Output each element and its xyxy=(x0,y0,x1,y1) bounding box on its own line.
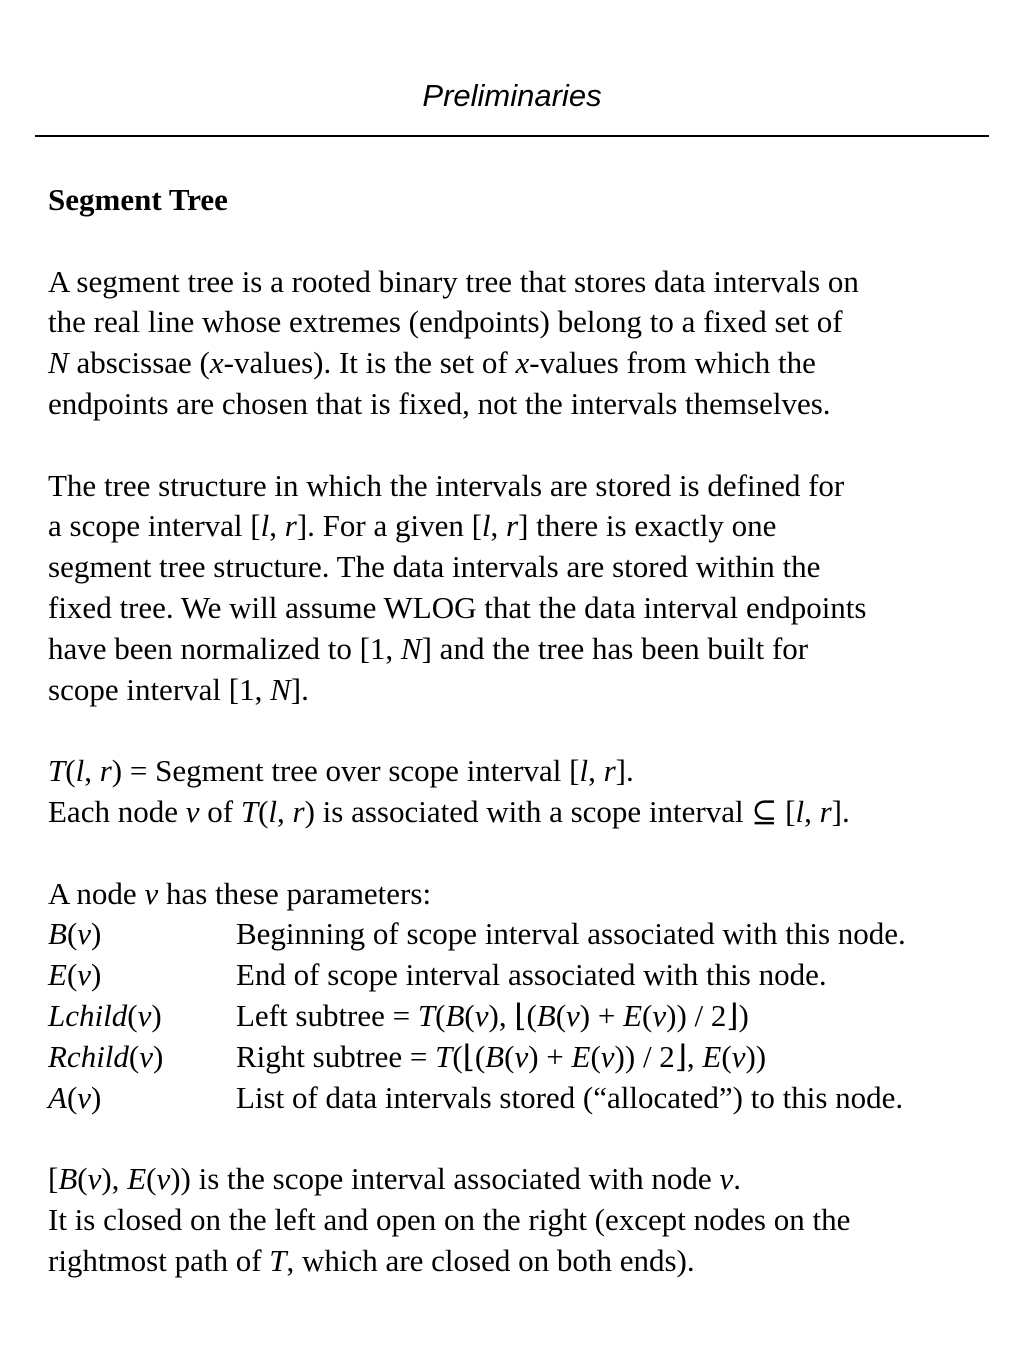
scope-note-paragraph xyxy=(48,1159,1008,1281)
text-span: have been normalized to [1, xyxy=(48,630,401,666)
text-span: ) xyxy=(151,997,162,1033)
math-symbol: v xyxy=(77,916,92,952)
math-symbol: E xyxy=(127,1161,147,1197)
text-line xyxy=(48,629,1008,670)
math-symbol: l xyxy=(260,508,270,544)
text-span: , xyxy=(277,793,293,829)
text-span: ) xyxy=(91,916,102,952)
text-span: ( xyxy=(127,997,138,1033)
math-symbol: v xyxy=(474,997,489,1033)
math-symbol: T xyxy=(240,793,259,829)
text-span: Left subtree = xyxy=(236,997,418,1033)
math-symbol: Lchild xyxy=(48,997,128,1033)
math-symbol: v xyxy=(731,1038,746,1074)
parameter-term xyxy=(48,1037,236,1078)
text-span: ) + xyxy=(528,1038,572,1074)
text-span: ]. xyxy=(615,753,634,789)
text-span: a scope interval [ xyxy=(48,508,261,544)
text-span: ) xyxy=(91,1079,102,1115)
parameter-row-a xyxy=(48,1078,1008,1119)
node-parameters-list xyxy=(48,874,1008,1119)
text-span: ( xyxy=(146,1161,157,1197)
math-symbol: v xyxy=(144,875,159,911)
math-symbol: v xyxy=(156,1161,171,1197)
text-span: ] there is exactly one xyxy=(518,508,777,544)
text-span: -values from which the xyxy=(529,345,816,381)
text-span: ( xyxy=(258,793,269,829)
parameter-row-lchild xyxy=(48,996,1008,1037)
text-span: ]. xyxy=(290,671,309,707)
math-symbol: v xyxy=(87,1161,102,1197)
text-span: scope interval [1, xyxy=(48,671,271,707)
text-span: -values). It is the set of xyxy=(223,345,516,381)
math-symbol: x xyxy=(515,345,530,381)
text-span: ]. For a given [ xyxy=(296,508,482,544)
math-symbol: E xyxy=(623,997,643,1033)
page-header: Preliminaries xyxy=(422,78,602,113)
text-span: ( xyxy=(128,1038,140,1074)
math-symbol: v xyxy=(77,957,92,993)
text-span: ( xyxy=(435,997,446,1033)
math-symbol: r xyxy=(284,508,297,544)
intro-paragraph xyxy=(48,262,1008,425)
math-symbol: A xyxy=(48,1079,67,1115)
math-symbol: v xyxy=(139,1038,154,1074)
parameter-description: List of data intervals stored (“allocated”) to this node. xyxy=(236,1079,904,1115)
parameter-term xyxy=(48,996,236,1037)
definition-paragraph xyxy=(48,751,1008,833)
text-span: ( xyxy=(590,1038,601,1074)
math-symbol: x xyxy=(209,345,224,381)
text-line xyxy=(48,1241,1008,1282)
text-span: ( xyxy=(464,997,475,1033)
math-symbol: v xyxy=(566,997,580,1033)
parameter-description xyxy=(236,1037,766,1078)
math-symbol: E xyxy=(571,1038,591,1074)
parameter-row-e xyxy=(48,955,1008,996)
math-symbol: B xyxy=(48,916,67,952)
floor-left-symbol: ⌊ xyxy=(462,1038,475,1074)
math-symbol: l xyxy=(579,753,589,789)
math-symbol: r xyxy=(292,793,305,829)
text-span: . xyxy=(733,1161,741,1197)
text-span: ( xyxy=(66,1079,78,1115)
text-line: segment tree structure. The data intervals are stored within the xyxy=(48,549,821,585)
math-symbol: v xyxy=(77,1079,92,1115)
text-span: ]. xyxy=(831,793,850,829)
text-line xyxy=(48,1159,1008,1200)
text-span: ) xyxy=(153,1038,164,1074)
text-span: ( xyxy=(642,997,653,1033)
math-symbol: T xyxy=(435,1038,453,1074)
text-span: , xyxy=(84,753,100,789)
math-symbol: r xyxy=(603,753,616,789)
text-span: ) = Segment tree over scope interval [ xyxy=(111,753,580,789)
page-content xyxy=(48,180,1008,1322)
text-span: ( xyxy=(526,997,537,1033)
math-symbol: l xyxy=(75,753,85,789)
text-line xyxy=(48,506,1008,547)
parameter-term xyxy=(48,914,236,955)
math-symbol: T xyxy=(48,753,66,789)
text-span: ) xyxy=(91,957,102,993)
text-span: ( xyxy=(66,957,78,993)
text-span: ( xyxy=(721,1038,732,1074)
parameter-term xyxy=(48,1078,236,1119)
parameter-description: Beginning of scope interval associated with this node. xyxy=(236,916,906,952)
text-span: ), xyxy=(101,1161,128,1197)
math-symbol: B xyxy=(445,997,465,1033)
math-symbol: r xyxy=(506,508,519,544)
math-symbol: N xyxy=(270,671,291,707)
math-symbol: N xyxy=(400,630,422,666)
text-span: ( xyxy=(65,753,76,789)
text-span: has these parameters: xyxy=(158,875,432,911)
text-line: A segment tree is a rooted binary tree that stores data intervals on xyxy=(48,263,859,299)
text-span: [ xyxy=(48,1161,59,1197)
math-symbol: v xyxy=(514,1038,529,1074)
parameter-row-b xyxy=(48,914,1008,955)
math-symbol: v xyxy=(185,793,200,829)
text-span: ] and the tree has been built for xyxy=(421,630,809,666)
text-span: A node xyxy=(48,875,145,911)
text-span: abscissae ( xyxy=(68,345,210,381)
text-line xyxy=(48,874,1008,915)
math-symbol: l xyxy=(795,793,805,829)
text-span: ( xyxy=(504,1038,515,1074)
floor-right-symbol: ⌋ xyxy=(674,1038,687,1074)
math-symbol: E xyxy=(702,1038,722,1074)
text-line: fixed tree. We will assume WLOG that the data interval endpoints xyxy=(48,589,867,625)
text-span: , xyxy=(804,793,820,829)
math-symbol: v xyxy=(137,997,152,1033)
text-span: , which are closed on both ends). xyxy=(286,1242,695,1278)
text-span: of xyxy=(199,793,241,829)
header-divider xyxy=(35,135,989,137)
math-symbol: T xyxy=(417,997,436,1033)
math-symbol: B xyxy=(485,1038,505,1074)
math-symbol: E xyxy=(48,957,67,993)
math-symbol: v xyxy=(719,1161,734,1197)
math-symbol: r xyxy=(99,753,112,789)
text-line: The tree structure in which the intervals are stored is defined for xyxy=(48,467,845,503)
math-symbol: N xyxy=(48,345,69,381)
text-span: )) / 2 xyxy=(614,1038,675,1074)
math-symbol: v xyxy=(652,997,667,1033)
text-line xyxy=(48,751,1008,792)
text-span: ) is associated with a scope interval xyxy=(304,793,752,829)
text-line: endpoints are chosen that is fixed, not the intervals themselves. xyxy=(48,385,831,421)
text-span: ( xyxy=(66,916,78,952)
text-span: ( xyxy=(452,1038,463,1074)
text-span: Right subtree = xyxy=(236,1038,436,1074)
math-symbol: Rchild xyxy=(48,1038,129,1074)
tree-structure-paragraph xyxy=(48,466,1008,711)
text-span: [ xyxy=(777,793,796,829)
text-span: )) xyxy=(745,1038,767,1074)
text-span: , xyxy=(588,753,604,789)
text-span: )) is the scope interval associated with node xyxy=(170,1161,720,1197)
text-line xyxy=(48,670,1008,711)
text-line xyxy=(48,792,1008,833)
text-line: the real line whose extremes (endpoints) belong to a fixed set of xyxy=(48,304,843,340)
subset-symbol: ⊆ xyxy=(751,793,778,829)
math-symbol: r xyxy=(819,793,832,829)
text-span: ) xyxy=(738,997,749,1033)
text-span: ( xyxy=(555,997,567,1033)
text-span: Each node xyxy=(48,793,186,829)
math-symbol: v xyxy=(600,1038,615,1074)
math-symbol: T xyxy=(269,1242,287,1278)
text-span: , xyxy=(490,508,507,544)
floor-right-symbol: ⌋ xyxy=(726,997,739,1033)
text-span: , xyxy=(269,508,285,544)
math-symbol: l xyxy=(481,508,491,544)
parameter-description: End of scope interval associated with this node. xyxy=(236,957,827,993)
text-span: ( xyxy=(474,1038,486,1074)
text-span: ) + xyxy=(579,997,624,1033)
math-symbol: l xyxy=(268,793,278,829)
text-span: ), xyxy=(488,997,515,1033)
math-symbol: B xyxy=(536,997,556,1033)
text-line: It is closed on the left and open on the right (except nodes on the xyxy=(48,1201,851,1237)
section-title: Segment Tree xyxy=(48,182,228,217)
text-span: rightmost path of xyxy=(48,1242,270,1278)
parameter-term xyxy=(48,955,236,996)
floor-left-symbol: ⌊ xyxy=(514,997,527,1033)
text-line xyxy=(48,343,1008,384)
parameter-row-rchild xyxy=(48,1037,1008,1078)
text-span: , xyxy=(686,1038,703,1074)
text-span: )) / 2 xyxy=(666,997,727,1033)
math-symbol: B xyxy=(58,1161,78,1197)
parameter-description xyxy=(236,996,749,1037)
text-span: ( xyxy=(77,1161,88,1197)
